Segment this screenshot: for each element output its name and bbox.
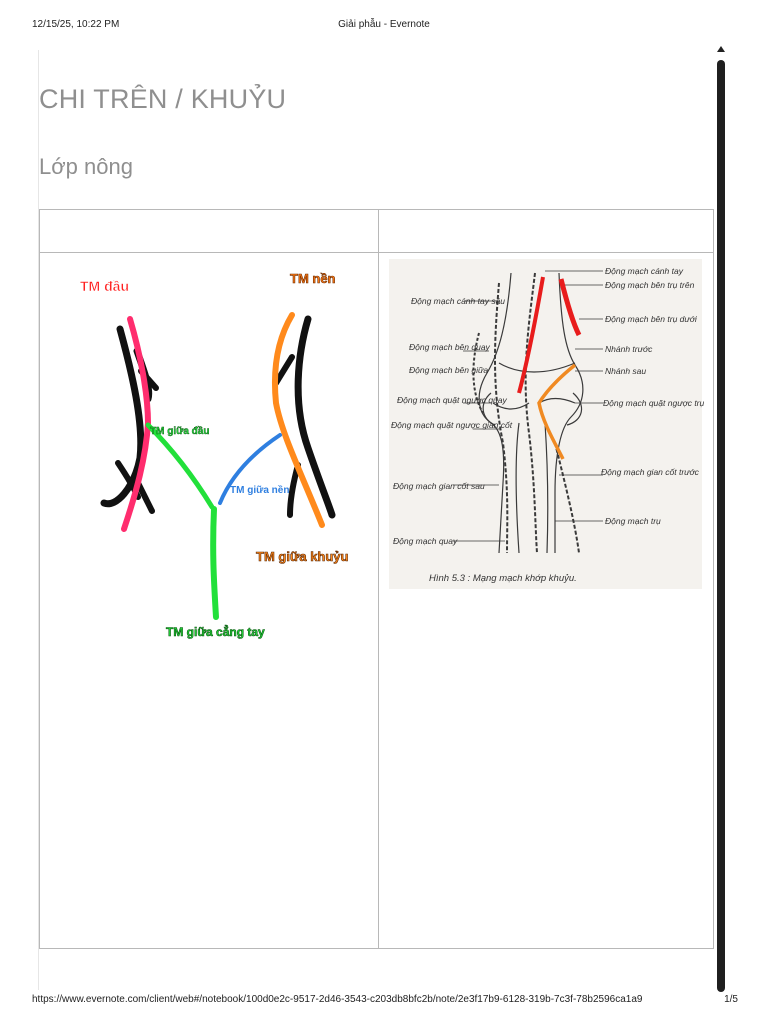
vein-median-forearm xyxy=(213,509,216,617)
vein-diagram-icon xyxy=(40,253,378,943)
label-ulnar: Động mạch trụ xyxy=(605,516,661,526)
label-radial-collateral: Động mạch bên quay xyxy=(409,342,490,352)
print-page-count: 1/5 xyxy=(724,994,738,1005)
label-interosseous-recurrent: Động mạch quặt ngược gian cốt xyxy=(391,420,513,430)
table-cell-artery-illustration[interactable] xyxy=(379,253,714,949)
label-ulnar-recurrent: Động mạch quặt ngược trụ xyxy=(603,398,705,408)
print-datetime: 12/15/25, 10:22 PM xyxy=(32,19,120,30)
label-median-basilic: TM giữa nền xyxy=(230,485,290,496)
scrollbar[interactable] xyxy=(716,46,726,992)
label-inf-ulnar-collateral: Động mạch bên trụ dưới xyxy=(605,314,697,324)
print-url[interactable]: https://www.evernote.com/client/web#/notebook/100d0e2c-9517-2d46-3543-c203db8bfc2b/note/2e3f17b9-6128-319b-7c3f-78b2596ca1a9 xyxy=(32,994,643,1005)
label-radial: Động mạch quay xyxy=(393,536,458,546)
outline-right-tick-b xyxy=(290,465,298,515)
note-title: CHI TRÊN / KHUỶU xyxy=(39,84,287,114)
scroll-thumb[interactable] xyxy=(717,60,725,992)
table-cell-vein-diagram[interactable] xyxy=(40,253,379,949)
label-median-cubital: TM giữa khuỷu xyxy=(256,549,349,564)
label-posterior-branch: Nhánh sau xyxy=(605,366,647,376)
label-posterior-interosseous: Động mạch gian cốt sau xyxy=(393,481,485,491)
figure-caption: Hình 5.3 : Mạng mạch khớp khuỷu. xyxy=(429,573,577,584)
label-cephalic: TM đầu xyxy=(80,278,129,294)
label-deep-brachial: Động mạch cánh tay sâu xyxy=(411,296,506,306)
label-sup-ulnar-collateral: Động mạch bên trụ trên xyxy=(605,280,695,290)
print-header xyxy=(0,19,768,33)
vein-median-cephalic xyxy=(148,425,212,507)
table-image-row xyxy=(40,253,714,949)
label-brachial: Động mạch cánh tay xyxy=(605,266,683,276)
label-anterior-interosseous: Động mạch gian cốt trước xyxy=(601,467,699,477)
label-radial-recurrent: Động mạch quặt ngược quay xyxy=(397,395,507,405)
table-header-row xyxy=(40,210,714,253)
label-median-forearm: TM giữa cẳng tay xyxy=(166,625,265,639)
scroll-up-arrow-icon[interactable] xyxy=(717,46,725,52)
note-table xyxy=(39,209,714,949)
table-cell-header-right[interactable] xyxy=(379,210,714,253)
print-page-title: Giải phẫu - Evernote xyxy=(338,19,430,30)
elbow-artery-network-illustration-icon xyxy=(379,253,713,943)
note-subtitle: Lớp nông xyxy=(39,154,133,179)
print-footer xyxy=(0,994,768,1008)
label-anterior-branch: Nhánh trước xyxy=(605,344,653,354)
label-middle-collateral: Động mạch bên giữa xyxy=(409,365,489,375)
table-cell-header-left[interactable] xyxy=(40,210,379,253)
label-median-cephalic: TM giữa đầu xyxy=(150,426,210,437)
label-basilic: TM nền xyxy=(290,271,336,286)
